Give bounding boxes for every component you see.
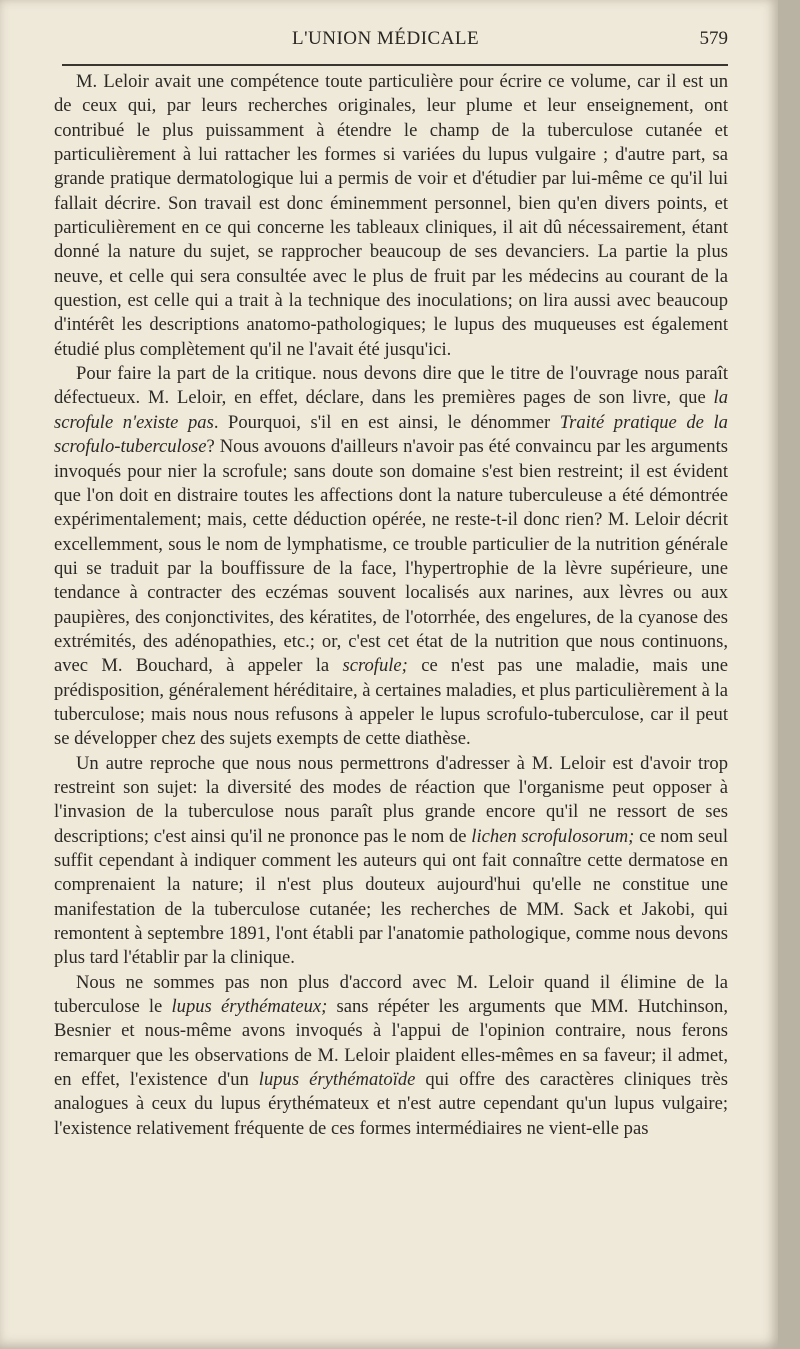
italic-text-run: lupus érythématoïde [258,1069,416,1091]
paragraph [54,362,728,752]
text-run: sans répéter les arguments que MM. Hutchinson, Besnier et nous-même avons invoqués à l'appui de l'opinion contraire, nous ferons remarquer que les observations de M. Leloir plaident elles-mêmes en sa faveur; il admet, en effet, l'existence d'un [54,996,728,1091]
page-number: 579 [699,28,728,49]
text-run: ? Nous avouons d'ailleurs n'avoir pas été convaincu par les arguments invoqués pour nier la scrofule; sans doute son domaine s'est bien restreint; il est évident que l'on doit en distraire toutes les affections dont la nature tuberculeuse a été démontrée expérimentalement; mais, cette déduction opérée, ne reste-t-il donc rien? M. Leloir décrit excellemment, sous le nom de lymphatisme, ce trouble particulier de la nutrition générale qui se traduit par la bouffissure de la face, l'hypertrophie de la lèvre supérieure, une tendance à contracter des eczémas souvent localisés aux narines, aux lèvres ou aux paupières, des conjonctivites, des kératites, de l'otorrhée, des engelures, de la cyanose des extrémités, des adénopathies, etc.; or, c'est cet état de la nutrition que nous continuons, avec M. Bouchard, à appeler la [54,436,728,677]
text-run: Un autre reproche que nous nous permettrons d'adresser à M. Leloir est d'avoir trop restreint son sujet: la diversité des modes de réaction que l'organisme peut opposer à l'invasion de la tuberculose nous paraît plus grande encore qu'il ne ressort de ses descriptions; c'est ainsi qu'il ne prononce pas le nom de [54,752,728,847]
paragraph [54,971,728,1141]
journal-title: L'UNION MÉDICALE [292,28,480,49]
text-run: M. Leloir avait une compétence toute particulière pour écrire ce volume, car il est un de ceux qui, par leurs recherches originales, leur plume et leur enseignement, ont contribué le plus puissamment à étendre le champ de la tuberculose cutanée et particulièrement à lui rattacher les formes si variées du lupus vulgaire ; d'autre part, sa grande pratique dermatologique lui a permis de voir et d'étudier par lui-même ce qu'il lui fallait décrire. Son travail est donc éminemment personnel, bien qu'en divers points, et particulièrement en ce qui concerne les tableaux cliniques, il ait dû nécessairement, étant donné la nature du sujet, se rapprocher beaucoup de ses devanciers. La partie la plus neuve, et celle qui sera consultée avec le plus de fruit par les médecins au courant de la question, est celle qui a trait à la technique des inoculations; on lira aussi avec beaucoup d'intérêt les descriptions anatomo-pathologiques; le lupus des muqueuses est également étudié plus complètement qu'il ne l'avait été jusqu'ici. [54,71,728,360]
italic-text-run: Traité pratique de la scrofulo-tuberculose [54,411,728,458]
italic-text-run: scrofule; [342,655,408,677]
text-run: . Pourquoi, s'il en est ainsi, le dénommer [213,411,560,433]
text-run: qui offre des caractères cliniques très analogues à ceux du lupus érythémateux et n'est autre cependant qu'un lupus vulgaire; l'existence relativement fréquente de ces formes intermédiaires ne vient-elle pas [54,1069,728,1139]
article-body [54,70,728,1141]
italic-text-run: lupus érythémateux; [171,996,328,1018]
text-run: ce nom seul suffit cependant à indiquer comment les auteurs qui ont fait connaître cette dermatose en comprenaient la nature; il n'est plus douteux aujourd'hui qu'elle ne constitue une manifestation de la tuberculose cutanée; les recherches de MM. Sack et Jakobi, qui remontent à septembre 1891, l'ont établi par l'anatomie pathologique, comme nous devons plus tard l'établir par la clinique. [54,825,729,969]
running-header [54,28,728,58]
italic-text-run: lichen scrofulosorum; [471,825,635,847]
paragraph [54,70,728,362]
text-run: Nous ne sommes pas non plus d'accord avec M. Leloir quand il élimine de la tuberculose le [54,971,728,1018]
header-rule [62,64,728,66]
text-run: ce n'est pas une maladie, mais une prédisposition, généralement héréditaire, à certaines maladies, et plus particulièrement à la tuberculose; mais nous nous refusons à appeler le lupus scrofulo-tuberculose, car il peut se développer chez des sujets exempts de cette diathèse. [54,655,728,750]
italic-text-run: la scrofule n'existe pas [54,387,728,433]
text-run: Pour faire la part de la critique. nous devons dire que le titre de l'ouvrage nous paraît défectueux. M. Leloir, en effet, déclare, dans les premières pages de son livre, que [54,363,728,409]
paragraph [54,752,728,971]
